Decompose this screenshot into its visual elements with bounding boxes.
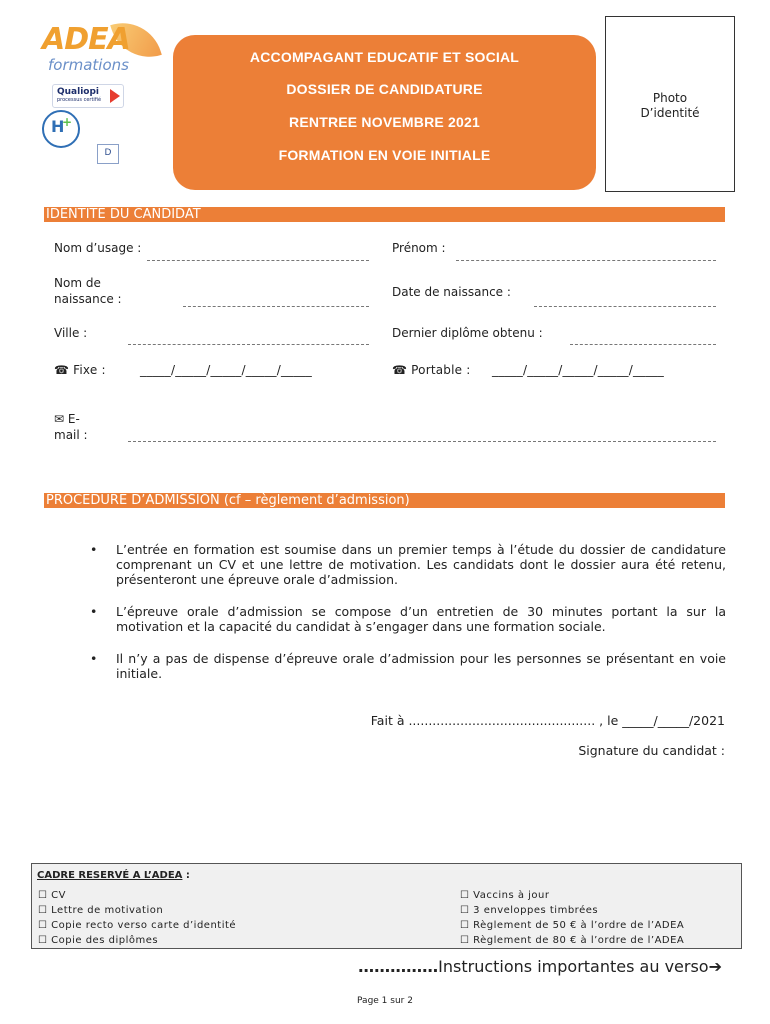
qualiopi-arrow-icon (110, 89, 120, 103)
portable-field[interactable]: _____/_____/_____/_____/_____ (492, 363, 664, 377)
email-field[interactable] (128, 441, 716, 442)
qualiopi-logo (52, 84, 124, 108)
fixe-label: ☎ Fixe : (54, 363, 106, 377)
checkbox-enveloppes[interactable]: ☐ 3 enveloppes timbrées (460, 903, 684, 918)
checkbox-reglement-50[interactable]: ☐ Règlement de 50 € à l’ordre de l’ADEA (460, 918, 684, 933)
checkbox-lettre-motivation[interactable]: ☐ Lettre de motivation (38, 903, 236, 918)
signature-label: Signature du candidat : (578, 743, 725, 758)
header-line-1: ACCOMPAGANT EDUCATIF ET SOCIAL (249, 49, 520, 65)
procedure-list (90, 542, 726, 698)
header-line-3: RENTREE NOVEMBRE 2021 (289, 114, 480, 130)
checkbox-cv[interactable]: ☐ CV (38, 888, 236, 903)
photo-box (605, 16, 735, 192)
photo-label-1: Photo (652, 91, 688, 105)
cadre-title (37, 870, 190, 881)
fait-a-line[interactable]: Fait à ............................................... , le _____/_____/2021 (370, 713, 725, 728)
cadre-left-list (38, 888, 236, 948)
photo-label-2: D’identité (640, 106, 700, 120)
adea-logo-subtext: formations (48, 56, 129, 74)
date-naissance-field[interactable] (534, 306, 716, 307)
qualiopi-text: Qualiopi (57, 87, 100, 97)
checkbox-diplomes[interactable]: ☐ Copie des diplômes (38, 933, 236, 948)
nom-naissance-label-2: naissance : (54, 292, 122, 306)
nom-naissance-field[interactable] (183, 306, 369, 307)
page-number: Page 1 sur 2 (357, 996, 413, 1006)
diplome-label: Dernier diplôme obtenu : (392, 326, 543, 340)
adea-logo-text: ADEA (42, 22, 130, 57)
portable-label: ☎ Portable : (392, 363, 471, 377)
h-plus-logo (42, 110, 80, 148)
verso-instructions (358, 957, 722, 976)
prenom-field[interactable] (456, 260, 716, 261)
cadre-right-list (460, 888, 684, 948)
verso-dots: …………… (358, 957, 439, 976)
section-identite-title: IDENTITE DU CANDIDAT (44, 207, 725, 222)
procedure-item-1: • L’entrée en formation est soumise dans un premier temps à l’étude du dossier de candidature comprenant un CV et une lettre de motivation. Les candidats dont le dossier aura été retenu, présenteront une épreuve orale d’admission. (90, 542, 726, 587)
nom-usage-field[interactable] (147, 260, 369, 261)
diplome-field[interactable] (570, 344, 716, 345)
qualiopi-subtext: processus certifié (57, 97, 102, 103)
h-logo-plus: + (62, 115, 73, 129)
section-procedure-title: PROCEDURE D’ADMISSION (cf – règlement d’admission) (44, 493, 725, 508)
checkbox-reglement-80[interactable]: ☐ Règlement de 80 € à l’ordre de l’ADEA (460, 933, 684, 948)
header-banner (173, 35, 596, 190)
ville-label: Ville : (54, 326, 88, 340)
nom-naissance-label-1: Nom de (54, 276, 101, 290)
cadre-reserve-box (31, 863, 742, 949)
procedure-item-3: • Il n’y a pas de dispense d’épreuve orale d’admission pour les personnes se présentant en voie initiale. (90, 651, 726, 681)
d-logo: D (97, 144, 119, 164)
cadre-title-colon: : (182, 870, 190, 881)
header-line-4: FORMATION EN VOIE INITIALE (278, 147, 491, 163)
ville-field[interactable] (128, 344, 369, 345)
prenom-label: Prénom : (392, 241, 446, 255)
adea-logo (42, 18, 154, 76)
email-label-1: ✉ E- (54, 412, 80, 426)
h-logo-letter: H (51, 117, 65, 136)
verso-text: Instructions importantes au verso (438, 957, 709, 976)
arrow-right-icon: ➔ (708, 957, 722, 976)
checkbox-vaccins[interactable]: ☐ Vaccins à jour (460, 888, 684, 903)
cadre-title-text: CADRE RESERVÉ A L’ADEA (37, 870, 183, 881)
procedure-item-2: • L’épreuve orale d’admission se compose d’un entretien de 30 minutes portant la sur la motivation et la capacité du candidat à s’engager dans une formation sociale. (90, 604, 726, 634)
date-naissance-label: Date de naissance : (392, 285, 511, 299)
email-label-2: mail : (54, 428, 88, 442)
header-line-2: DOSSIER DE CANDIDATURE (286, 81, 483, 97)
nom-usage-label: Nom d’usage : (54, 241, 142, 255)
fixe-field[interactable]: _____/_____/_____/_____/_____ (140, 363, 312, 377)
checkbox-carte-identite[interactable]: ☐ Copie recto verso carte d’identité (38, 918, 236, 933)
